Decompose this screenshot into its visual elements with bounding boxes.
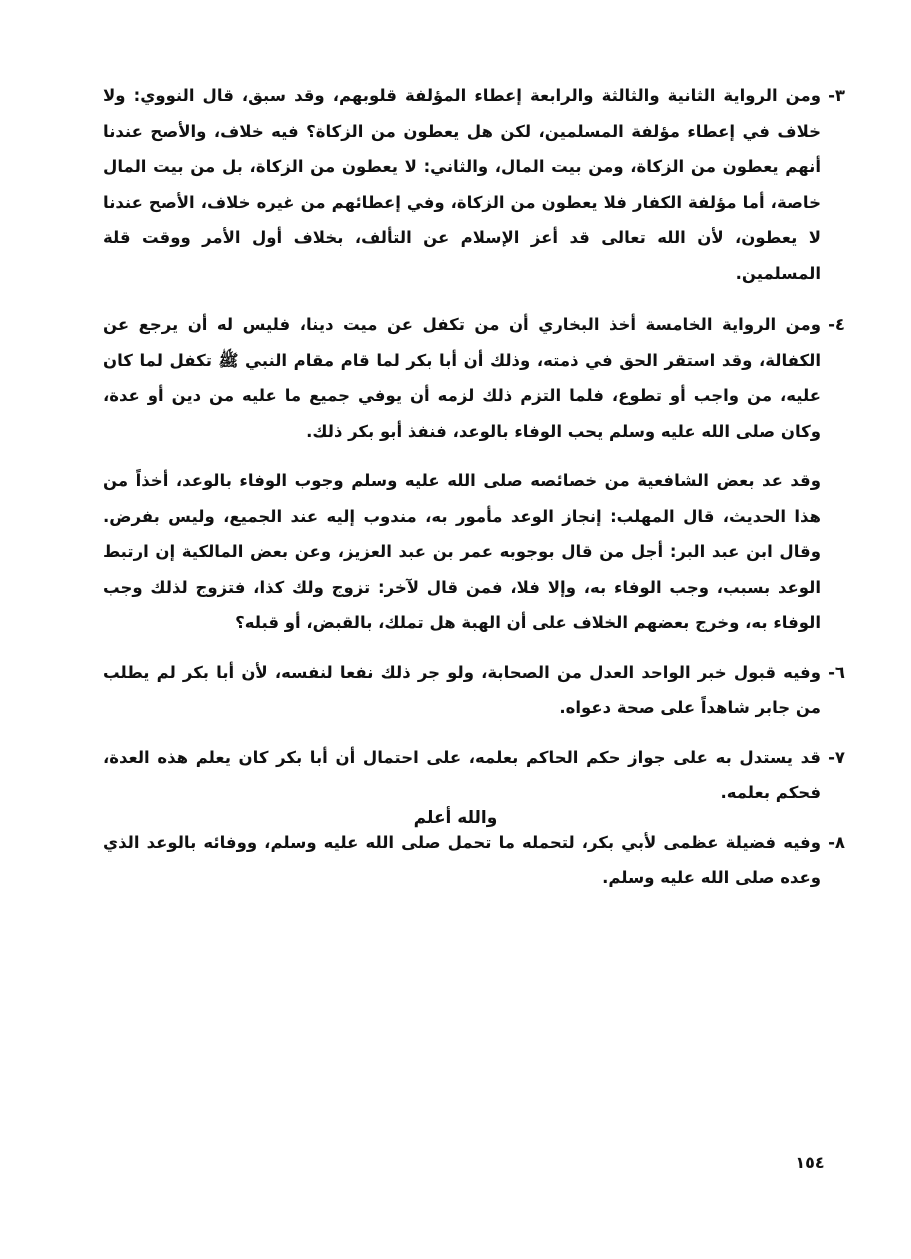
paragraph-text: ومن الرواية الثانية والثالثة والرابعة إعطاء المؤلفة قلوبهم، وقد سبق، قال النووي: ولا خلاف في إعطاء مؤلفة المسلمين، لكن هل يعطون من الزكاة؟ فيه خلاف، والأصح عندنا أنهم يعطون من الزكاة، ومن بيت المال، والثاني: لا يعطون من الزكاة، بل من بيت المال خاصة، أما مؤلفة الكفار فلا يعطون من الزكاة، وفي إعطائهم من غيره خلاف، الأصح عندنا لا يعطون، لأن الله تعالى قد أعز الإسلام عن التألف، بخلاف أول الأمر ووقت قلة المسلمين. [103, 86, 821, 283]
paragraph-text: وقد عد بعض الشافعية من خصائصه صلى الله عليه وسلم وجوب الوفاء بالوعد، أخذاً من هذا الحديث، قال المهلب: إنجاز الوعد مأمور به، مندوب إليه عند الجميع، وليس بفرض. وقال ابن عبد البر: أجل من قال بوجوبه عمر بن عبد العزيز، وعن بعض المالكية إن ارتبط الوعد بسبب، وجب الوفاء به، وإلا فلا، فمن قال لآخر: تزوج ولك كذا، فتزوج لذلك وجب الوفاء به، وخرج بعضهم الخلاف على أن الهبة هل تملك، بالقبض، أو قبله؟ [103, 471, 821, 632]
item-number: ٦- [828, 662, 845, 682]
paragraph-item-3 [103, 78, 845, 291]
page-number: ١٥٤ [795, 1153, 825, 1172]
paragraph-text: وفيه قبول خبر الواحد العدل من الصحابة، ولو جر ذلك نفعا لنفسه، لأن أبا بكر لم يطلب من جابر شاهداً على صحة دعواه. [103, 662, 821, 717]
body-text [103, 78, 845, 896]
closing-phrase: والله أعلم [413, 808, 498, 828]
item-number: ٤- [828, 315, 845, 334]
paragraph-item-4 [103, 307, 845, 449]
paragraph-text: وفيه فضيلة عظمى لأبي بكر، لتحمله ما تحمل صلى الله عليه وسلم، ووفائه بالوعد الذي وعده صلى الله عليه وسلم. [103, 832, 821, 887]
paragraph-text: قد يستدل به على جواز حكم الحاكم بعلمه، على احتمال أن أبا بكر كان يعلم هذه العدة، فحكم بعلمه. [103, 747, 821, 802]
paragraph-item-7 [103, 740, 845, 811]
paragraph-text: ومن الرواية الخامسة أخذ البخاري أن من تكفل عن ميت دينا، فليس له أن يرجع عن الكفالة، وقد استقر الحق في ذمته، وذلك أن أبا بكر لما قام مقام النبي ﷺ تكفل لما كان عليه، من واجب أو تطوع، فلما التزم ذلك لزمه أن يوفي جميع ما عليه من دين أو عدة، وكان صلى الله عليه وسلم يحب الوفاء بالوعد، فنفذ أبو بكر ذلك. [103, 315, 821, 441]
item-number: ٣- [828, 86, 845, 105]
paragraph-item-6 [103, 655, 845, 726]
item-number: ٨- [828, 832, 845, 852]
paragraph-continuation [103, 463, 845, 641]
paragraph-item-8 [103, 825, 845, 896]
item-number: ٧- [828, 747, 845, 767]
